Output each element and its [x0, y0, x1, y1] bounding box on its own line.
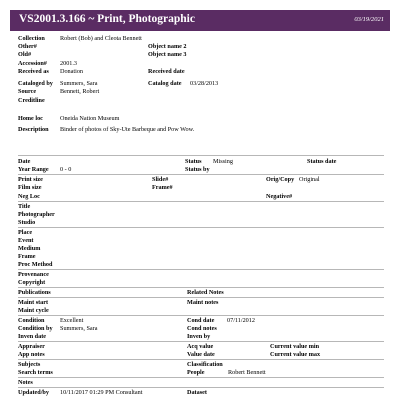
label-copyright: Copyright — [18, 279, 46, 286]
label-print-size: Print size — [18, 176, 43, 183]
value-collection: Robert (Bob) and Cleota Bennett — [60, 35, 142, 42]
label-date: Date — [18, 158, 31, 165]
label-status: Status — [185, 158, 202, 165]
label-search-terms: Search terms — [18, 369, 53, 376]
label-photographer: Photographer — [18, 211, 55, 218]
label-event: Event — [18, 237, 34, 244]
value-home-loc: Oneida Nation Museum — [60, 115, 120, 122]
label-app-notes: App notes — [18, 351, 45, 358]
label-acq-value: Acq value — [187, 343, 214, 350]
divider — [18, 359, 384, 360]
label-cataloged-by: Cataloged by — [18, 80, 53, 87]
divider — [18, 155, 384, 156]
label-notes: Notes — [18, 379, 33, 386]
label-cond-date: Cond date — [187, 317, 215, 324]
label-frame-number: Frame# — [152, 184, 173, 191]
label-home-loc: Home loc — [18, 115, 43, 122]
label-film-size: Film size — [18, 184, 42, 191]
label-condition-by: Condition by — [18, 325, 53, 332]
label-subjects: Subjects — [18, 361, 41, 368]
label-year-range: Year Range — [18, 166, 49, 173]
label-negative: Negative# — [266, 193, 293, 200]
label-related-notes: Related Notes — [187, 289, 224, 296]
label-received-as: Received as — [18, 68, 49, 75]
label-collection: Collection — [18, 35, 45, 42]
label-other: Other# — [18, 43, 37, 50]
divider — [18, 287, 384, 288]
label-object-name-2: Object name 2 — [148, 43, 187, 50]
label-dataset: Dataset — [187, 389, 207, 396]
label-maint-notes: Maint notes — [187, 299, 219, 306]
divider — [18, 269, 384, 270]
value-description: Binder of photos of Sky-Ute Barbeque and Pow Wow. — [60, 126, 195, 133]
label-old: Old# — [18, 51, 32, 58]
value-people: Robert Bennett — [228, 369, 266, 376]
value-condition: Excellent — [60, 317, 84, 324]
label-condition: Condition — [18, 317, 45, 324]
label-slide: Slide# — [152, 176, 169, 183]
label-classification: Classification — [187, 361, 223, 368]
label-publications: Publications — [18, 289, 51, 296]
divider — [18, 377, 384, 378]
label-inven-date: Inven date — [18, 333, 47, 340]
record-date: 03/19/2021 — [354, 16, 384, 23]
value-status: Missing — [213, 158, 233, 165]
label-status-date: Status date — [307, 158, 337, 165]
label-medium: Medium — [18, 245, 41, 252]
value-accession: 2001.3 — [60, 60, 78, 67]
label-orig-copy: Orig/Copy — [266, 176, 295, 183]
label-source: Source — [18, 88, 37, 95]
value-year-range: 0 - 0 — [60, 166, 72, 173]
label-frame: Frame — [18, 253, 36, 260]
divider — [18, 315, 384, 316]
label-current-value-max: Current value max — [270, 351, 321, 358]
value-received-as: Donation — [60, 68, 84, 75]
label-status-by: Status by — [185, 166, 210, 173]
divider — [18, 387, 384, 388]
label-provenance: Provenance — [18, 271, 49, 278]
divider — [18, 341, 384, 342]
label-maint-cycle: Maint cycle — [18, 307, 49, 314]
label-creditline: Creditline — [18, 97, 45, 104]
label-object-name-3: Object name 3 — [148, 51, 187, 58]
label-description: Description — [18, 126, 49, 133]
value-updated-by: 10/11/2017 01:29 PM Consultant — [60, 389, 143, 396]
label-updated-by: Updated/by — [18, 389, 49, 396]
value-cond-date: 07/11/2012 — [227, 317, 255, 324]
label-value-date: Value date — [187, 351, 215, 358]
label-received-date: Received date — [148, 68, 185, 75]
divider — [18, 201, 384, 202]
divider — [18, 297, 384, 298]
label-people: People — [187, 369, 205, 376]
value-cataloged-by: Summers, Sara — [60, 80, 98, 87]
label-maint-start: Maint start — [18, 299, 49, 306]
label-proc-method: Proc Method — [18, 261, 53, 268]
divider — [18, 174, 384, 175]
value-catalog-date: 03/28/2013 — [190, 80, 219, 87]
value-orig-copy: Original — [299, 176, 320, 183]
label-studio: Studio — [18, 219, 36, 226]
record-header — [10, 10, 390, 31]
value-condition-by: Summers, Sara — [60, 325, 98, 332]
divider — [18, 227, 384, 228]
label-cond-notes: Cond notes — [187, 325, 217, 332]
record-title: VS2001.3.166 ~ Print, Photographic — [19, 13, 195, 25]
label-neg-loc: Neg Loc — [18, 193, 40, 200]
value-source: Bennett, Robert — [60, 88, 100, 95]
label-catalog-date: Catalog date — [148, 80, 182, 87]
label-place: Place — [18, 229, 33, 236]
label-current-value-min: Current value min — [270, 343, 320, 350]
label-title: Title — [18, 203, 31, 210]
label-appraiser: Appraiser — [18, 343, 45, 350]
label-accession: Accession# — [18, 60, 47, 67]
label-inven-by: Inven by — [187, 333, 211, 340]
